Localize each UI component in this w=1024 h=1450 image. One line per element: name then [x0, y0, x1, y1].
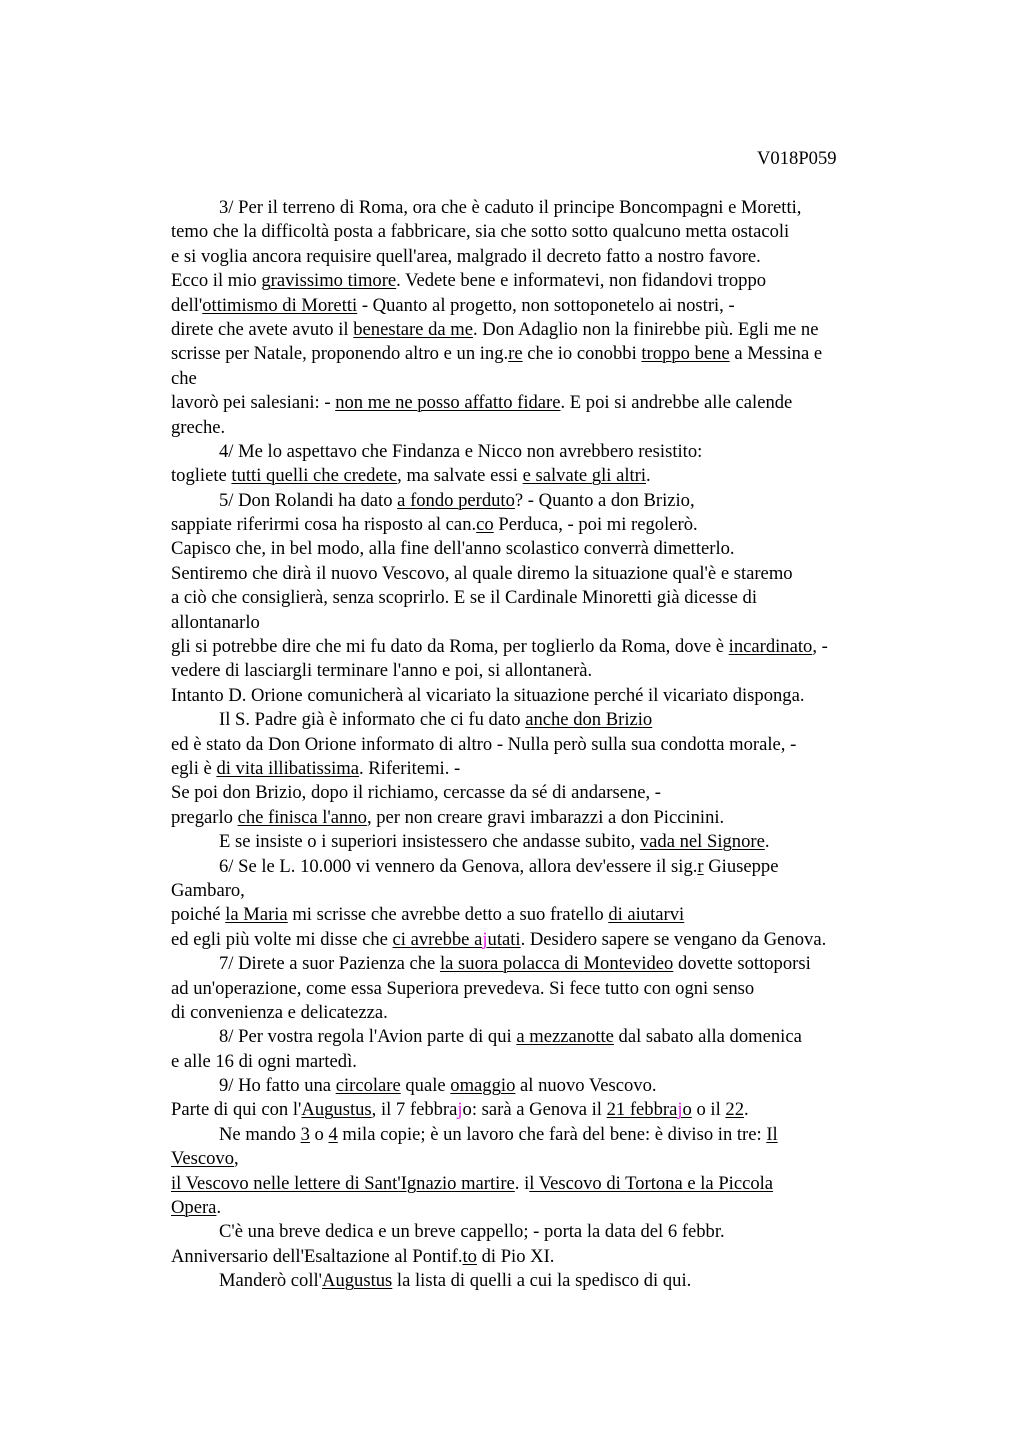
- text-line: Il S. Padre già è informato che ci fu dato anche don Brizio: [219, 709, 653, 731]
- text-line: a ciò che consiglierà, senza scoprirlo. E se il Cardinale Minoretti già dicesse di: [171, 587, 758, 609]
- text-line: 5/ Don Rolandi ha dato a fondo perduto? - Quanto a don Brizio,: [219, 489, 695, 511]
- text-line: Sentiremo che dirà il nuovo Vescovo, al quale diremo la situazione qual'è e staremo: [171, 562, 793, 584]
- text-line: Anniversario dell'Esaltazione al Pontif.to di Pio XI.: [171, 1245, 555, 1267]
- text-line: ad un'operazione, come essa Superiora prevedeva. Si fece tutto con ogni senso: [171, 977, 755, 999]
- text-line: 4/ Me lo aspettavo che Findanza e Nicco non avrebbero resistito:: [219, 440, 703, 462]
- text-line: gli si potrebbe dire che mi fu dato da Roma, per toglierlo da Roma, dove è incardinato, -: [171, 636, 828, 658]
- text-line: ed è stato da Don Orione informato di altro - Nulla però sulla sua condotta morale, -: [171, 733, 797, 755]
- text-line: Opera.: [171, 1197, 222, 1219]
- text-line: e si voglia ancora requisire quell'area, malgrado il decreto fatto a nostro favore.: [171, 245, 761, 267]
- text-line: E se insiste o i superiori insistessero che andasse subito, vada nel Signore.: [219, 831, 770, 853]
- text-line: egli è di vita illibatissima. Riferitemi. -: [171, 757, 461, 779]
- text-line: il Vescovo nelle lettere di Sant'Ignazio martire. il Vescovo di Tortona e la Piccola: [171, 1172, 774, 1194]
- text-line: poiché la Maria mi scrisse che avrebbe detto a suo fratello di aiutarvi: [171, 904, 685, 926]
- text-line: greche.: [171, 416, 226, 438]
- text-line: dell'ottimismo di Moretti - Quanto al progetto, non sottoponetelo ai nostri, -: [171, 294, 735, 316]
- text-line: Ne mando 3 o 4 mila copie; è un lavoro che farà del bene: è diviso in tre: Il: [219, 1123, 778, 1145]
- text-line: vedere di lasciargli terminare l'anno e poi, si allontanerà.: [171, 660, 593, 682]
- text-line: Vescovo,: [171, 1148, 239, 1170]
- page-id: V018P059: [757, 148, 837, 169]
- text-line: Capisco che, in bel modo, alla fine dell'anno scolastico converrà dimetterlo.: [171, 538, 735, 560]
- text-line: Intanto D. Orione comunicherà al vicariato la situazione perché il vicariato disponga.: [171, 684, 805, 706]
- text-line: scrisse per Natale, proponendo altro e un ing.re che io conobbi troppo bene a Messina e: [171, 343, 823, 365]
- text-line: pregarlo che finisca l'anno, per non creare gravi imbarazzi a don Piccinini.: [171, 806, 725, 828]
- text-line: di convenienza e delicatezza.: [171, 1001, 388, 1023]
- text-line: lavorò pei salesiani: - non me ne posso affatto fidare. E poi si andrebbe alle calende: [171, 392, 793, 414]
- text-line: temo che la difficoltà posta a fabbricare, sia che sotto sotto qualcuno metta ostacoli: [171, 221, 790, 243]
- text-line: 3/ Per il terreno di Roma, ora che è caduto il principe Boncompagni e Moretti,: [219, 197, 802, 218]
- text-line: direte che avete avuto il benestare da me. Don Adaglio non la finirebbe più. Egli me ne: [171, 318, 819, 340]
- letter-body: [171, 196, 911, 1294]
- text-line: che: [171, 367, 197, 389]
- text-line: C'è una breve dedica e un breve cappello; - porta la data del 6 febbr.: [219, 1221, 725, 1243]
- text-line: Parte di qui con l'Augustus, il 7 febbrajo: sarà a Genova il 21 febbrajo o il 22.: [171, 1099, 749, 1121]
- text-line: 7/ Direte a suor Pazienza che la suora polacca di Montevideo dovette sottoporsi: [219, 953, 811, 975]
- text-line: ed egli più volte mi disse che ci avrebbe ajutati. Desidero sapere se vengano da Genova.: [171, 928, 827, 950]
- text-line: allontanarlo: [171, 611, 260, 633]
- text-line: e alle 16 di ogni martedì.: [171, 1050, 357, 1072]
- text-line: 6/ Se le L. 10.000 vi vennero da Genova, allora dev'essere il sig.r Giuseppe: [219, 855, 779, 877]
- text-line: Se poi don Brizio, dopo il richiamo, cercasse da sé di andarsene, -: [171, 782, 662, 804]
- text-line: sappiate riferirmi cosa ha risposto al can.co Perduca, - poi mi regolerò.: [171, 514, 698, 536]
- text-line: 8/ Per vostra regola l'Avion parte di qui a mezzanotte dal sabato alla domenica: [219, 1026, 802, 1048]
- text-line: togliete tutti quelli che credete, ma salvate essi e salvate gli altri.: [171, 465, 651, 487]
- text-line: Manderò coll'Augustus la lista di quelli a cui la spedisco di qui.: [219, 1270, 692, 1292]
- text-line: 9/ Ho fatto una circolare quale omaggio al nuovo Vescovo.: [219, 1075, 657, 1097]
- text-line: Ecco il mio gravissimo timore. Vedete bene e informatevi, non fidandovi troppo: [171, 270, 767, 292]
- text-line: Gambaro,: [171, 879, 245, 901]
